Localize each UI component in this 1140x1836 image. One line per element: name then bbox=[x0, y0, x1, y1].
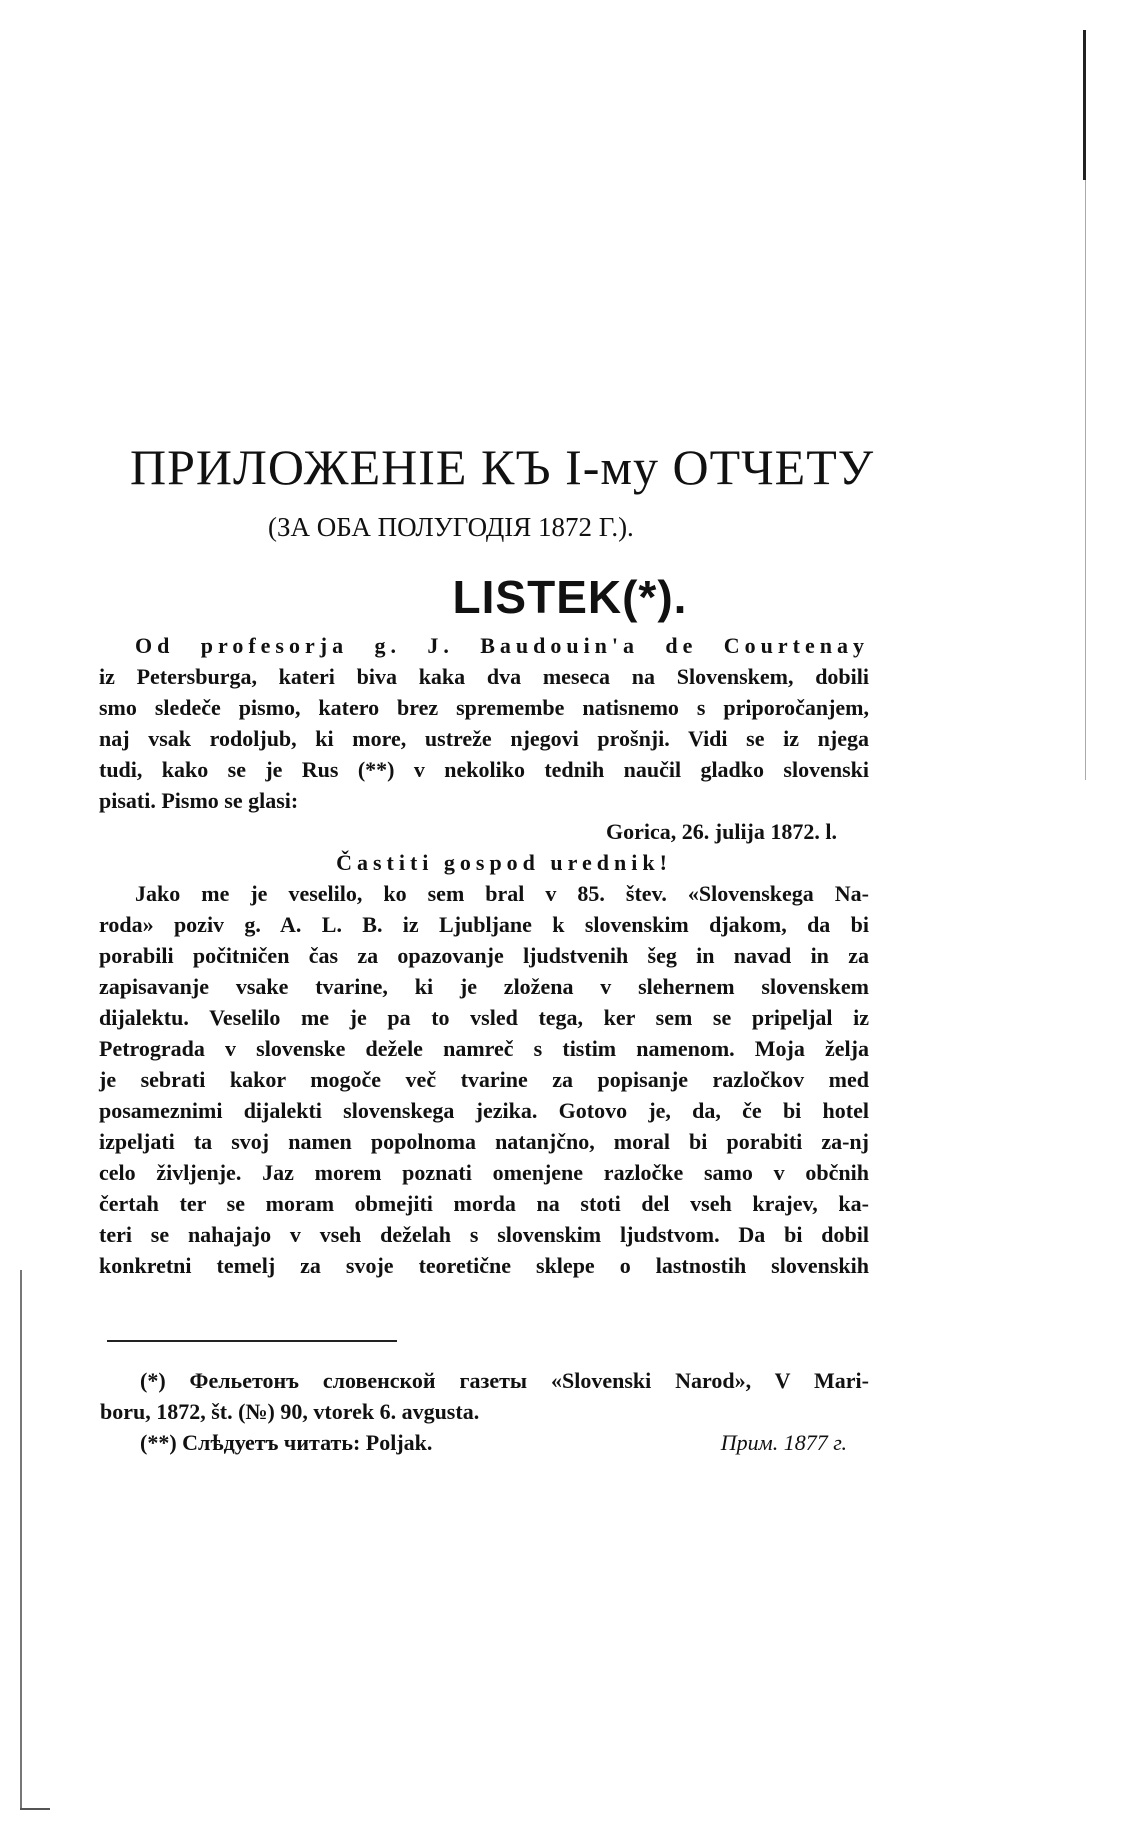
footnote-divider bbox=[107, 1340, 397, 1342]
letter-salutation: Častiti gospod urednik! bbox=[336, 850, 672, 875]
letter-line: celo življenje. Jaz morem poznati omenjene razločke samo v občnih bbox=[99, 1160, 869, 1185]
scan-corner-mark bbox=[20, 1808, 50, 1810]
intro-line: naj vsak rodoljub, ki more, ustreže njegovi prošnji. Vidi se iz njega bbox=[99, 726, 869, 751]
intro-line: smo sledeče pismo, katero brez spremembe natisnemo s priporočanjem, bbox=[99, 695, 869, 720]
section-heading: LISTEK(*). bbox=[452, 571, 688, 623]
scan-edge-line bbox=[1085, 180, 1086, 780]
letter-dateline: Gorica, 26. julija 1872. l. bbox=[606, 819, 837, 844]
letter-line: dijalektu. Veselilo me je pa to vsled tega, ker sem se pripeljal iz bbox=[99, 1005, 869, 1030]
scan-edge-line-left bbox=[20, 1270, 22, 1810]
footnote-2-text: (**) Слѣдуетъ читать: Poljak. bbox=[140, 1430, 433, 1455]
letter-line: teri se nahajajo v vseh deželah s slovenskim ljudstvom. Da bi dobil bbox=[99, 1222, 869, 1247]
intro-line: tudi, kako se je Rus (**) v nekoliko tednih naučil gladko slovenski bbox=[99, 757, 869, 782]
footnote-2 bbox=[140, 1427, 869, 1458]
page-subtitle: (ЗА ОБА ПОЛУГОДІЯ 1872 Г.). bbox=[268, 512, 634, 542]
letter-line: Jako me je veselilo, ko sem bral v 85. štev. «Slovenskega Na- bbox=[135, 881, 869, 906]
article-body bbox=[99, 630, 869, 1281]
letter-line: zapisavanje vsake tvarine, ki je zložena v slehernem slovenskem bbox=[99, 974, 869, 999]
footnote-2-signature: Прим. 1877 г. bbox=[720, 1430, 847, 1455]
scan-edge-mark bbox=[1083, 30, 1086, 180]
letter-line: čertah ter se moram obmejiti morda na stoti del vseh krajev, ka- bbox=[99, 1191, 869, 1216]
intro-line: pisati. Pismo se glasi: bbox=[99, 788, 299, 813]
footnote-1-line: (*) Фельетонъ словенской газеты «Slovenski Narod», V Mari- bbox=[140, 1368, 869, 1393]
letter-line: konkretni temelj za svoje teoretične sklepe o lastnostih slovenskih bbox=[99, 1253, 869, 1278]
intro-line: iz Petersburga, kateri biva kaka dva meseca na Slovenskem, dobili bbox=[99, 664, 869, 689]
footnotes bbox=[100, 1365, 869, 1458]
intro-line: Od profesorja g. J. Baudouin'a de Courtenay bbox=[135, 633, 869, 658]
letter-line: Petrograda v slovenske dežele namreč s tistim namenom. Moja želja bbox=[99, 1036, 869, 1061]
letter-line: izpeljati ta svoj namen popolnoma natanjčno, moral bi porabiti za-nj bbox=[99, 1129, 869, 1154]
letter-line: porabili počitničen čas za opazovanje ljudstvenih šeg in navad in za bbox=[99, 943, 869, 968]
footnote-1-line: boru, 1872, št. (№) 90, vtorek 6. avgusta. bbox=[100, 1399, 480, 1424]
letter-line: roda» poziv g. A. L. B. iz Ljubljane k slovenskim djakom, da bi bbox=[99, 912, 869, 937]
letter-line: je sebrati kakor mogoče več tvarine za popisanje razločkov med bbox=[99, 1067, 869, 1092]
page-title: ПРИЛОЖЕНІЕ КЪ І-му ОТЧЕТУ bbox=[130, 439, 875, 495]
letter-line: posameznimi dijalekti slovenskega jezika. Gotovo je, da, če bi hotel bbox=[99, 1098, 869, 1123]
